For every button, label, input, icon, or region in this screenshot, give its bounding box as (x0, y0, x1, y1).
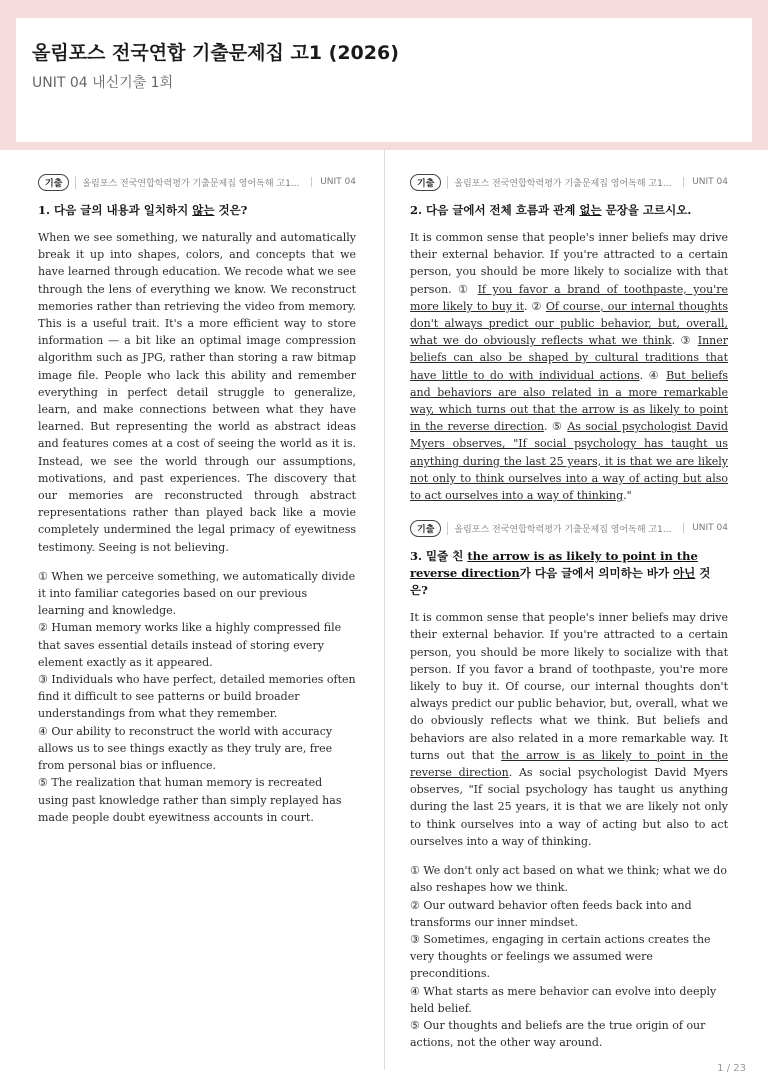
source-tag: 기출 (410, 520, 441, 537)
passage-text: ." (623, 489, 632, 503)
question-1-title (38, 202, 356, 219)
question-meta (38, 172, 356, 192)
title-underline: 아닌 (673, 566, 696, 581)
page-subtitle: UNIT 04 내신기출 1회 (32, 75, 174, 91)
source-tag: 기출 (38, 174, 69, 191)
choice-2[interactable]: ② Our outward behavior often feeds back into and transforms our inner mindset. (410, 898, 692, 929)
sentence-number-5[interactable]: ⑤ (552, 420, 568, 434)
sentence-number-2[interactable]: ② (531, 299, 546, 313)
choice-3[interactable]: ③ Individuals who have perfect, detailed memories often find it difficult to see patterns or build broader understandings from what they remember. (38, 673, 356, 721)
passage-text: . As social psychologist David Myers observes, "If social psychology has taught us anything during the last 25 years, it is that we are likely not only to think ourselves into a way of acting but also to act ourselves into a way of thinking. (410, 766, 728, 848)
choice-5[interactable]: ⑤ The realization that human memory is recreated using past knowledge rather than simply replayed has made people doubt eyewitness accounts in court. (38, 776, 342, 824)
title-underline: the arrow is as likely to point in the reverse direction (410, 549, 698, 581)
question-meta (410, 518, 728, 538)
choice-5[interactable]: ⑤ Our thoughts and beliefs are the true origin of our actions, not the other way around. (410, 1018, 706, 1050)
unit-label: UNIT 04 (683, 177, 728, 187)
title-text: 가 다음 글에서 의미하는 바가 (519, 566, 674, 581)
question-2-passage (410, 229, 728, 504)
title-text: 문장을 고르시오. (601, 203, 692, 217)
title-underline: 않는 (192, 203, 215, 217)
title-text: 것은? (214, 203, 248, 217)
choice-1[interactable]: ① When we perceive something, we automatically divide it into familiar categories based on our previous learning and knowledge. (38, 569, 356, 618)
question-3-block (410, 518, 728, 1051)
question-1-passage: When we see something, we naturally and automatically break it up into shapes, colors, and concepts that we have learned through education. We recode what we see through the lens of everything we know. We reconstruct memories rather than retrieving the video from memory. This is a useful trait. It's a more efficient way to store information — a bit like an optimal image compression algorithm such as JPG, rather than storing a raw bitmap image file. People who lack this ability and remember everything in perfect detail struggle to generalize, learn, and make connections between what they have learned. But representing the world as abstract ideas and features comes at a cost of seeing the world as it is. Instead, we see the world through our assumptions, motivations, and past experiences. The discovery that our memories are reconstructed through abstract representations rather than played back like a movie completely undermined the legal primacy of eyewitness testimony. Seeing is not believing. (38, 231, 356, 554)
sentence-number-4[interactable]: ④ (648, 368, 667, 382)
choice-4[interactable]: ④ What starts as mere behavior can evolve into deeply held belief. (410, 984, 717, 1015)
column-divider (384, 150, 385, 1070)
passage-text: . (671, 334, 681, 348)
source-tag: 기출 (410, 174, 441, 191)
source-text: 올림포스 전국연합학력평가 기출문제집 영어독해 고1... (447, 176, 683, 189)
page-title: 올림포스 전국연합 기출문제집 고1 (2026) (32, 42, 399, 64)
underlined-phrase: the arrow is as likely to point in the reverse direction (410, 748, 729, 780)
title-text: 3. 밑줄 친 (410, 549, 468, 564)
title-text: 것은? (410, 566, 711, 598)
passage-text: . (524, 299, 532, 313)
sentence-2[interactable]: Of course, our internal thoughts don't always predict our public behavior, but, overall, what we do obviously reflects what we think (410, 299, 728, 348)
sentence-number-3[interactable]: ③ (680, 334, 698, 348)
unit-label: UNIT 04 (683, 523, 728, 533)
choice-1[interactable]: ① We don't only act based on what we think; what we do also reshapes how we think. (410, 864, 727, 895)
question-2-title (410, 202, 728, 219)
passage-text: . (544, 420, 553, 434)
title-underline: 없는 (579, 203, 602, 217)
sentence-1[interactable]: If you favor a brand of toothpaste, you're more likely to buy it (410, 282, 728, 313)
choice-3[interactable]: ③ Sometimes, engaging in certain actions creates the very thoughts or feelings we assumed were preconditions. (410, 932, 711, 981)
question-3-title (410, 548, 728, 599)
left-column (38, 172, 356, 826)
title-text: 1. 다음 글의 내용과 일치하지 (38, 203, 193, 217)
question-3-passage (410, 609, 728, 850)
sentence-number-1[interactable]: ① (458, 282, 478, 296)
title-text: 2. 다음 글에서 전체 흐름과 관계 (410, 203, 580, 217)
sentence-5[interactable]: As social psychologist David Myers observes, "If social psychology has taught us anything during the last 25 years, it is that we are likely not only to think ourselves into a way of acting but also to act ourselves into a way of thinking (410, 420, 728, 503)
unit-label: UNIT 04 (311, 177, 356, 187)
right-column (410, 172, 728, 1051)
source-text: 올림포스 전국연합학력평가 기출문제집 영어독해 고1... (75, 176, 311, 189)
passage-text: . (639, 368, 649, 382)
choice-2[interactable]: ② Human memory works like a highly compressed file that saves essential details instead of storing every element exactly as it appeared. (38, 621, 342, 669)
question-1-choices (38, 568, 356, 826)
question-3-choices (410, 862, 728, 1051)
source-text: 올림포스 전국연합학력평가 기출문제집 영어독해 고1... (447, 522, 683, 535)
passage-text: It is common sense that people's inner beliefs may drive their external behavior. If you're attracted to a certain person, you should be more likely to socialize with that person. If you favor a brand of toothpaste, you're more likely to buy it. Of course, our internal thoughts don't always predict our public behavior, but, overall, what we do obviously reflects what we think. But beliefs and behaviors are also related in a more remarkable way. It turns out that (410, 611, 728, 762)
sentence-4[interactable]: But beliefs and behaviors are also related in a more remarkable way, which turns out that the arrow is as likely to point in the reverse direction (410, 368, 728, 434)
sentence-3[interactable]: Inner beliefs can also be shaped by cultural traditions that have little to do with individual actions (410, 334, 729, 382)
question-meta (410, 172, 728, 192)
choice-4[interactable]: ④ Our ability to reconstruct the world with accuracy allows us to see things exactly as they truly are, free from personal bias or influence. (38, 724, 333, 773)
page-number: 1 / 23 (717, 1063, 746, 1074)
passage-text: It is common sense that people's inner beliefs may drive their external behavior. If you're attracted to a certain person, you should be more likely to socialize with that person. (410, 231, 728, 296)
